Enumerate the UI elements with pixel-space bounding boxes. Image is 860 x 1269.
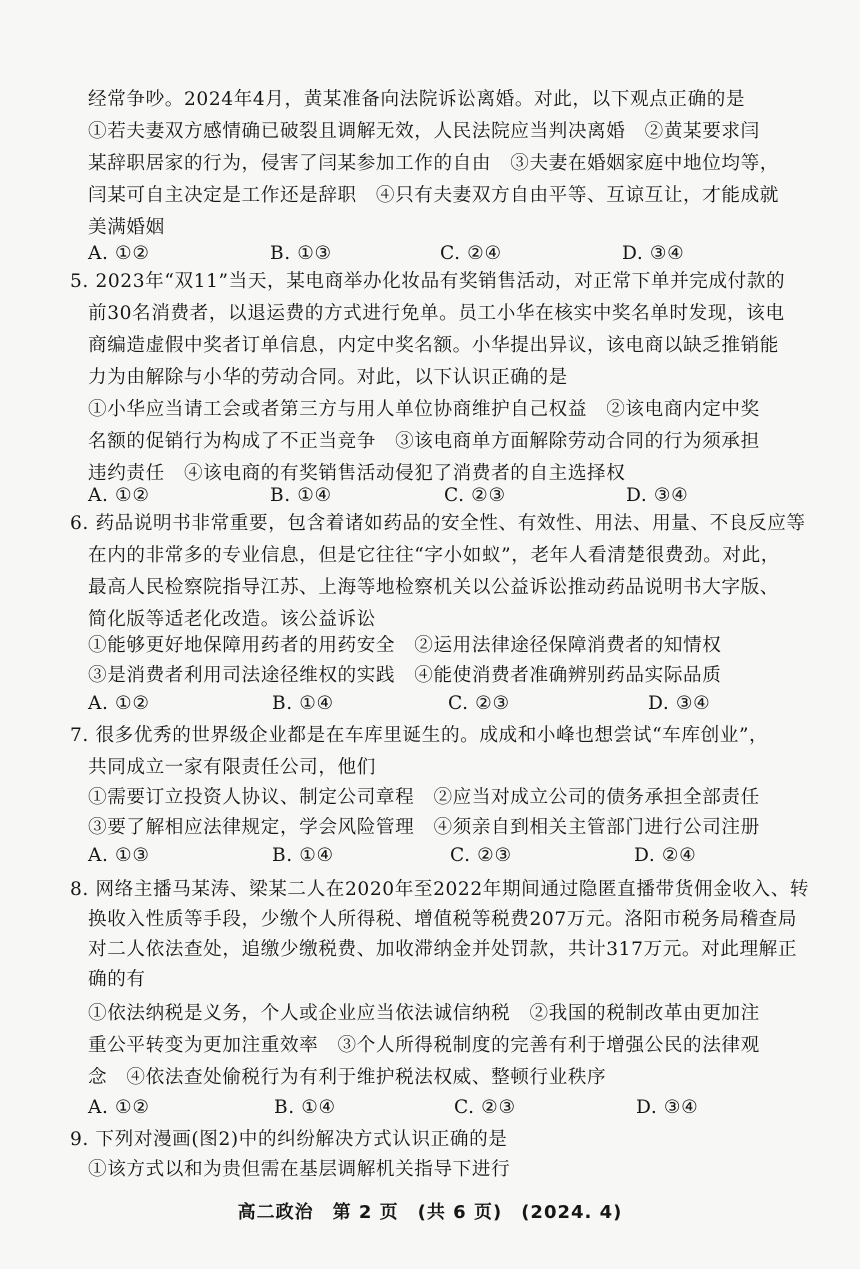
q7-statement-line: ①需要订立投资人协议、制定公司章程 ②应当对成立公司的债务承担全部责任: [88, 787, 760, 808]
q8-stem-line: 确的有: [88, 969, 146, 990]
option-d: D. ③④: [622, 243, 685, 264]
q5-statement-line: ①小华应当请工会或者第三方与用人单位协商维护自己权益 ②该电商内定中奖: [88, 399, 760, 420]
option-a: A. ①③: [88, 845, 150, 866]
q6-stem-line: 简化版等适老化改造。该公益诉讼: [88, 609, 376, 630]
option-a: A. ①②: [88, 693, 150, 714]
q5-statement-line: 名额的促销行为构成了不正当竞争 ③该电商单方面解除劳动合同的行为须承担: [88, 431, 760, 452]
option-b: B. ①③: [270, 243, 332, 264]
q4-statement-line: 某辞职居家的行为，侵害了闫某参加工作的自由 ③夫妻在婚姻家庭中地位均等，: [88, 153, 779, 174]
option-d: D. ③④: [648, 693, 711, 714]
option-d: D. ③④: [626, 485, 689, 506]
q8-stem-line: 8. 网络主播马某涛、梁某二人在2020年至2022年期间通过隐匿直播带货佣金收入、转: [70, 879, 810, 900]
option-c: C. ②③: [450, 845, 512, 866]
q5-stem-line: 5. 2023年“双11”当天，某电商举办化妆品有奖销售活动，对正常下单并完成付款的: [70, 271, 786, 292]
q4-stem-line: 经常争吵。2024年4月，黄某准备向法院诉讼离婚。对此，以下观点正确的是: [88, 89, 746, 110]
q6-stem-line: 最高人民检察院指导江苏、上海等地检察机关以公益诉讼推动药品说明书大字版、: [88, 577, 779, 598]
option-b: B. ①④: [272, 693, 334, 714]
q6-statement-line: ③是消费者利用司法途径维权的实践 ④能使消费者准确辨别药品实际品质: [88, 665, 722, 686]
q8-stem-line: 对二人依法查处，追缴少缴税费、加收滞纳金并处罚款，共计317万元。对此理解正: [88, 939, 798, 960]
option-b: B. ①④: [272, 845, 334, 866]
q8-statement-line: 念 ④依法查处偷税行为有利于维护税法权威、整顿行业秩序: [88, 1067, 607, 1088]
option-d: D. ③④: [636, 1097, 699, 1118]
page-footer: 高二政治 第 2 页 (共 6 页) (2024. 4): [237, 1202, 623, 1223]
option-c: C. ②③: [444, 485, 506, 506]
q4-statement-line: ①若夫妻双方感情确已破裂且调解无效，人民法院应当判决离婚 ②黄某要求闫: [88, 121, 760, 142]
option-c: C. ②③: [454, 1097, 516, 1118]
q6-stem-line: 6. 药品说明书非常重要，包含着诸如药品的安全性、有效性、用法、用量、不良反应等: [70, 513, 806, 534]
q6-stem-line: 在内的非常多的专业信息，但是它往往“字小如蚁”，老年人看清楚很费劲。对此，: [88, 545, 780, 566]
q5-stem-line: 力为由解除与小华的劳动合同。对此，以下认识正确的是: [88, 367, 568, 388]
q8-statement-line: ①依法纳税是义务，个人或企业应当依法诚信纳税 ②我国的税制改革由更加注: [88, 1003, 760, 1024]
option-c: C. ②③: [448, 693, 510, 714]
q7-stem-line: 7. 很多优秀的世界级企业都是在车库里诞生的。成成和小峰也想尝试“车库创业”，: [70, 725, 769, 746]
option-d: D. ②④: [634, 845, 697, 866]
option-c: C. ②④: [440, 243, 502, 264]
option-b: B. ①④: [270, 485, 332, 506]
q9-statement-line: ①该方式以和为贵但需在基层调解机关指导下进行: [88, 1159, 511, 1180]
q4-statement-line: 闫某可自主决定是工作还是辞职 ④只有夫妻双方自由平等、互谅互让，才能成就: [88, 185, 779, 206]
option-a: A. ①②: [88, 485, 150, 506]
q8-statement-line: 重公平转变为更加注重效率 ③个人所得税制度的完善有利于增强公民的法律观: [88, 1035, 760, 1056]
option-b: B. ①④: [274, 1097, 336, 1118]
option-a: A. ①②: [88, 1097, 150, 1118]
q7-statement-line: ③要了解相应法律规定，学会风险管理 ④须亲自到相关主管部门进行公司注册: [88, 817, 760, 838]
q4-statement-line: 美满婚姻: [88, 217, 165, 238]
q9-stem-line: 9. 下列对漫画(图2)中的纠纷解决方式认识正确的是: [70, 1129, 508, 1150]
q5-stem-line: 前30名消费者，以退运费的方式进行免单。员工小华在核实中奖名单时发现，该电: [88, 303, 785, 324]
option-a: A. ①②: [88, 243, 150, 264]
q7-stem-line: 共同成立一家有限责任公司，他们: [88, 757, 376, 778]
q8-stem-line: 换收入性质等手段，少缴个人所得税、增值税等税费207万元。洛阳市税务局稽查局: [88, 909, 798, 930]
q5-statement-line: 违约责任 ④该电商的有奖销售活动侵犯了消费者的自主选择权: [88, 463, 626, 484]
q5-stem-line: 商编造虚假中奖者订单信息，内定中奖名额。小华提出异议，该电商以缺乏推销能: [88, 335, 779, 356]
q6-statement-line: ①能够更好地保障用药者的用药安全 ②运用法律途径保障消费者的知情权: [88, 635, 722, 656]
